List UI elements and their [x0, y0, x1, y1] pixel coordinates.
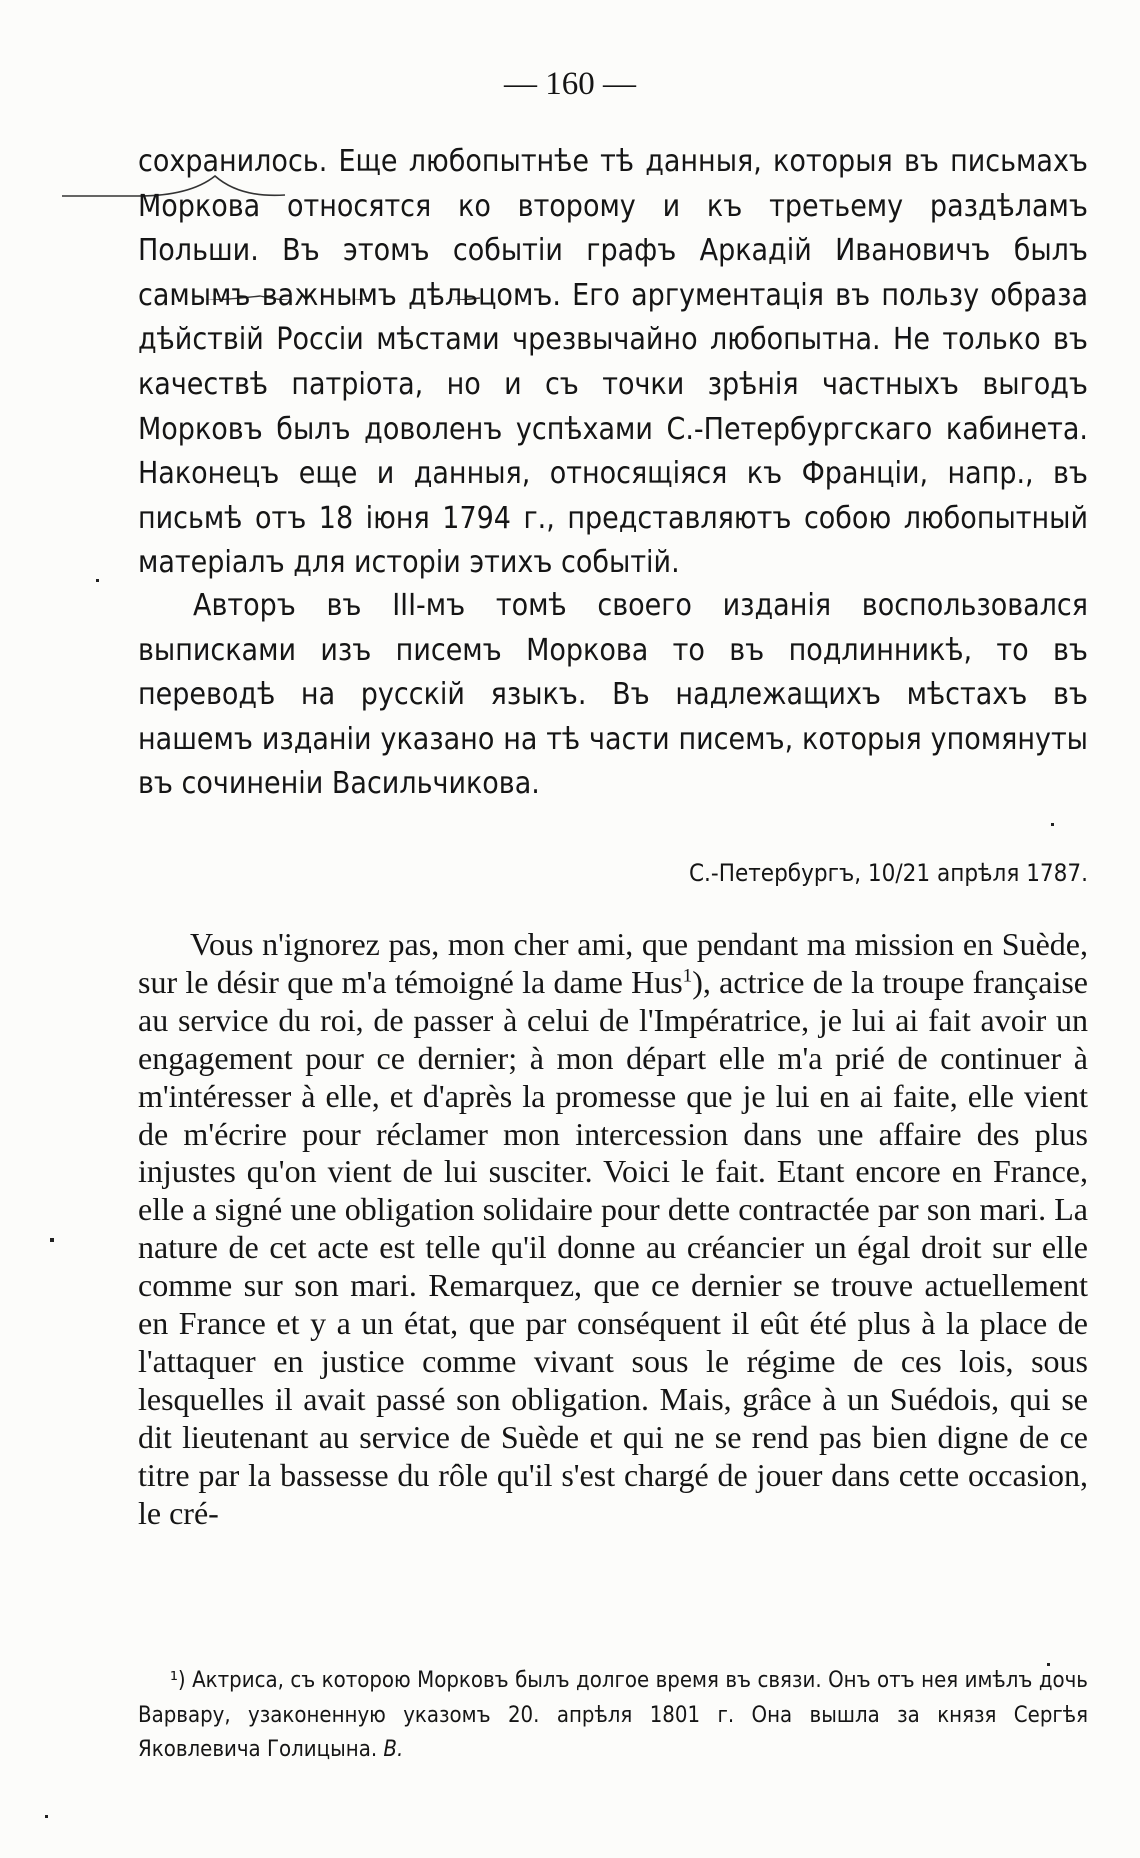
page-number: — 160 — [504, 66, 636, 102]
footnote-paragraph [138, 1664, 1088, 1768]
footnote-signature: В. [383, 1737, 404, 1762]
russian-paragraph-2-text: Авторъ въ III-мъ томѣ своего изданія воспользовался выписками изъ писемъ Моркова то въ подлинникѣ, то въ переводѣ на русскій языкъ. Въ надлежащихъ мѣстахъ въ нашемъ изданіи указано на тѣ части писемъ, которыя упомянуты въ сочиненіи Васильчикова. [138, 588, 1088, 802]
print-speck [96, 579, 99, 582]
print-speck [1047, 1663, 1050, 1666]
footnote [138, 1664, 1088, 1768]
letter-text-part-2: ), actrice de la troupe française au service du roi, de passer à celui de l'Impératrice, je lui ai fait avoir un engagement pour ce dernier; à mon départ elle m'a prié de continuer à m'intéresser à elle, et d'après la promesse que je lui en ai faite, elle vient de m'écrire pour réclamer mon intercession dans une affaire des plus injustes qu'on vient de lui susciter. Voici le fait. Etant encore en France, elle a signé une obligation solidaire pour dette contractée par son mari. La nature de cet acte est telle qu'il donne au créancier un égal droit sur elle comme sur son mari. Remarquez, que ce dernier se trouve actuellement en France et y a un état, que par conséquent il eût été plus à la place de l'attaquer en justice comme vivant sous le régime de ces lois, sous lesquelles il avait passé son obligation. Mais, grâce à un Suédois, qui se dit lieutenant au service de Suède et qui ne se rend pas bien digne de ce titre par la bassesse du rôle qu'il s'est chargé de jouer dans cette occasion, le cré- [138, 963, 1089, 1531]
russian-paragraph-1 [138, 140, 1088, 586]
letter-paragraph [138, 926, 1088, 1533]
print-speck [1051, 823, 1054, 826]
letter-dateline: С.-Петербургъ, 10/21 апрѣля 1787. [688, 859, 1088, 887]
print-speck [45, 1815, 48, 1818]
letter-text-part-1: Vous n'ignorez pas, mon cher ami, que pendant ma mission en Suède, sur le désir que m'a témoigné la dame Hus [138, 926, 1088, 1000]
footnote-marker: ¹) [170, 1668, 186, 1693]
russian-paragraph-2 [138, 584, 1088, 807]
letter-body [138, 926, 1088, 1533]
footnote-text: Актриса, съ которою Морковъ былъ долгое время въ связи. Онъ отъ нея имѣлъ дочь Варвару, узаконенную указомъ 20. апрѣля 1801 г. Она вышла за князя Сергѣя Яковлевича Голицына. [138, 1668, 1088, 1762]
print-speck [50, 1238, 54, 1242]
footnote-reference: 1 [682, 965, 693, 987]
russian-paragraph-1-text: сохранилось. Еще любопытнѣе тѣ данныя, которыя въ письмахъ Моркова относятся ко второму и къ третьему раздѣламъ Польши. Въ этомъ событіи графъ Аркадій Ивановичъ былъ самымъ важнымъ дѣльцомъ. Его аргументація въ пользу образа дѣйствій Россіи мѣстами чрезвычайно любопытна. Не только въ качествѣ патріота, но и съ точки зрѣнія частныхъ выгодъ Морковъ былъ доволенъ успѣхами С.-Петербургскаго кабинета. Наконецъ еще и данныя, относящіяся къ Франціи, напр., въ письмѣ отъ 18 іюня 1794 г., представляютъ собою любопытный матеріалъ для исторіи этихъ событій. [138, 144, 1088, 581]
